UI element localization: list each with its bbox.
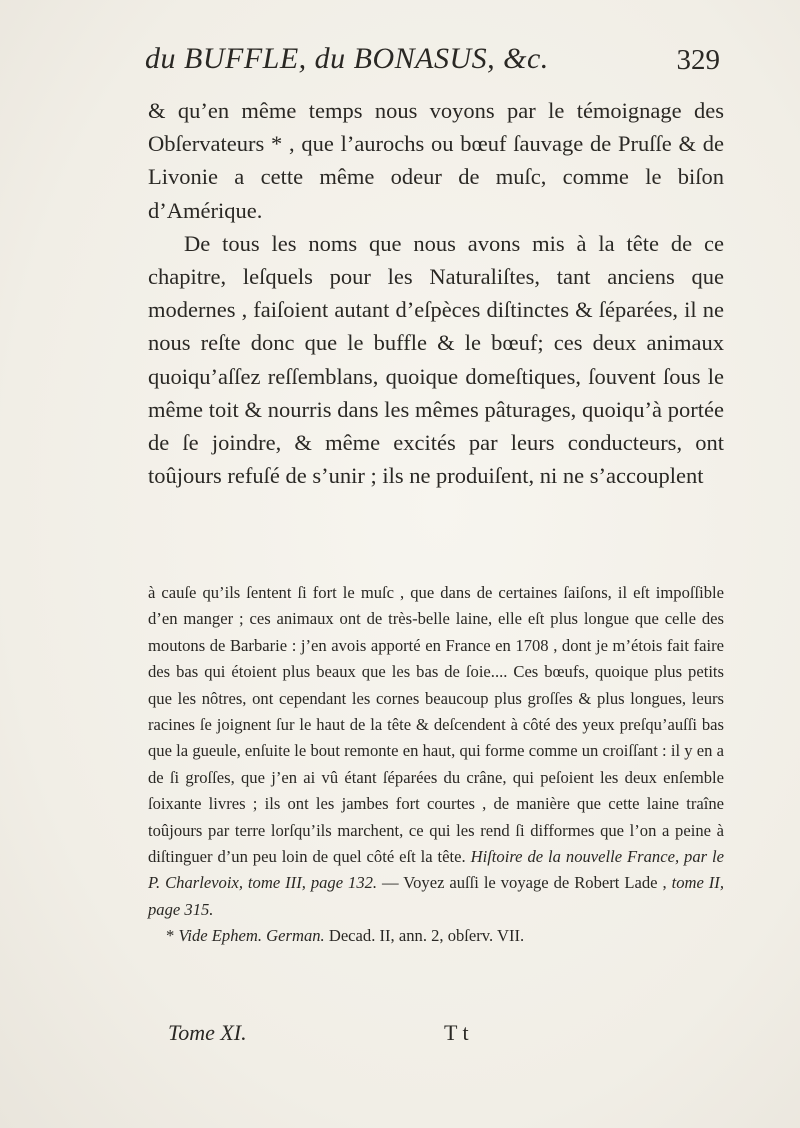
footnote-star-details: Decad. II, ann. 2, obſerv. VII. xyxy=(324,926,525,946)
footnote-link-text: — Voyez auſſi le voyage de Robert Lade , xyxy=(382,873,667,893)
footnote-star-marker: * xyxy=(166,926,179,946)
footnote-star xyxy=(148,923,724,949)
footnote-text: à cauſe qu’ils ſentent ſi fort le muſc , que dans de certaines ſaiſons, il eſt impoſſible d’en manger ; ces animaux ont de très-belle laine, elle eſt plus longue que celle des moutons de Barbarie : j’en avois apporté en France en 1708 , dont je m’étois fait faire des bas qui étoient plus beaux que les bas de ſoie.... Ces bœufs, quoique plus petits que les nôtres, ont cependant les cornes beaucoup plus groſſes & plus longues, leurs racines ſe joignent ſur le haut de la tête & deſcendent à côté des yeux preſqu’auſſi bas que la gueule, enſuite le bout remonte en haut, qui forme comme un croiſſant : il y en a de ſi groſſes, que j’en ai vû étant ſéparées du crâne, qui peſoient les deux enſemble ſoixante livres ; ils ont les jambes fort courtes , de manière que cette laine traîne toûjours par terre lorſqu’ils marchent, ce qui les rend ſi difformes que l’on a peine à diſtinguer d’un peu loin de quel côté eſt la tête. xyxy=(148,583,724,867)
main-text xyxy=(148,94,724,492)
paragraph-1: & qu’en même temps nous voyons par le témoignage des Obſervateurs * , que l’aurochs ou bœuf ſauvage de Pruſſe & de Livonie a cette même odeur de muſc, comme le biſon d’Amérique. xyxy=(148,98,724,223)
citation-charlevoix: Hiſtoire de la nouvelle France, par le P. Charlevoix, tome III, page 132. xyxy=(148,847,724,893)
footnote-star-source: Vide Ephem. German. xyxy=(178,926,325,946)
tome-label: Tome XI. xyxy=(168,1020,247,1045)
footnote-block xyxy=(148,580,724,950)
page-header xyxy=(120,42,720,90)
paragraph-2: De tous les noms que nous avons mis à la tête de ce chapitre, leſquels pour les Naturaliſtes, tant anciens que modernes , faiſoient autant d’eſpèces diſtinctes & ſéparées, il ne nous reſte donc que le buffle & le bœuf; ces deux animaux quoiqu’aſſez reſſemblans, quoique domeſtiques, ſouvent ſous le même toit & nourris dans les mêmes pâturages, quoiqu’à portée de ſe joindre, & même excités par leurs conducteurs, ont toûjours refuſé de s’unir ; ils ne produiſent, ni ne s’accouplent xyxy=(148,230,724,489)
page-number: 329 xyxy=(676,44,720,76)
page-footer xyxy=(168,1020,648,1060)
signature-mark: T t xyxy=(444,1020,469,1045)
citation-lade: tome II, page 315. xyxy=(148,873,724,919)
footnote-continuation xyxy=(148,580,724,923)
running-title: du BUFFLE, du BONASUS, &c. xyxy=(145,42,549,75)
